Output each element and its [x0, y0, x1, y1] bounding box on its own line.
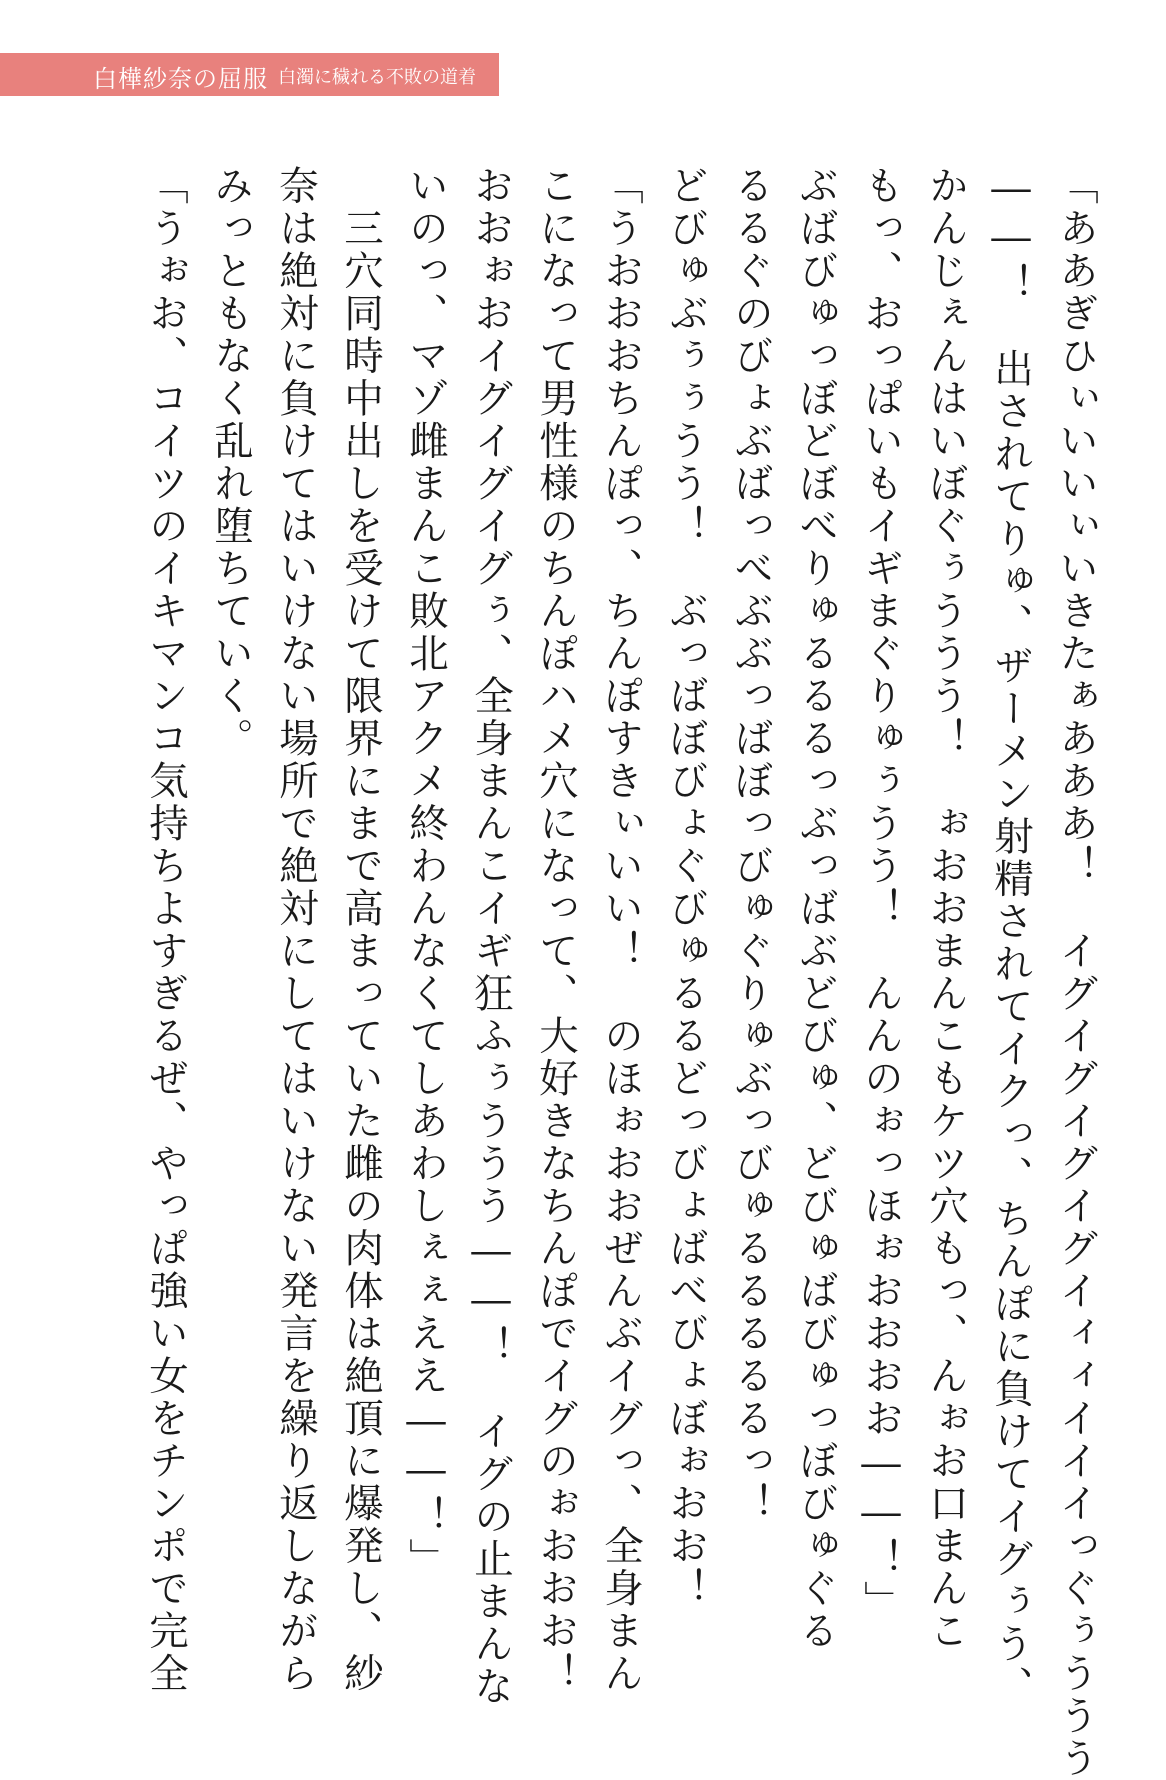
- vertical-text-body: [0, 165, 1166, 1780]
- text-line: かんじぇんはいぼぐぅううう！ ぉおおまんこもケツ穴もっ、んぉお口まんこ: [923, 165, 969, 1653]
- text-line: 「うおおおちんぽっ、ちんぽすきぃいい！ のほぉおおぜんぶイグっ、全身まん: [598, 165, 644, 1695]
- text-line: 「ああぎひぃいいぃいきたぁあああ！ イグイグイグイグイィィイイイっぐぅううう: [1053, 165, 1099, 1780]
- text-line: みっともなく乱れ堕ちていく。: [208, 165, 254, 760]
- running-header: [0, 53, 499, 96]
- text-line: ぶばびゅっぼどぼべりゅるるるっぶっばぶどびゅ、どびゅばびゅっぼびゅぐる: [793, 165, 839, 1653]
- chapter-title: 白濁に穢れる不敗の道着: [278, 67, 476, 88]
- text-line: どびゅぶぅぅうう！ ぶっばぼびょぐびゅるるどっびょばべびょぼぉおお！: [663, 165, 709, 1610]
- book-title: 白樺紗奈の屈服: [93, 65, 268, 93]
- text-line: おおぉおイグイグイグぅ、全身まんこイギ狂ふぅううう――！ イグの止まんな: [468, 165, 514, 1708]
- text-line: 奈は絶対に負けてはいけない場所で絶対にしてはいけない発言を繰り返しながら: [273, 165, 319, 1695]
- text-line: もっ、おっぱいもイギまぐりゅぅうう！ んんのぉっほぉおおおお――！」: [858, 165, 904, 1623]
- text-line: 「うぉお、コイツのイキマンコ気持ちよすぎるぜ、やっぱ強い女をチンポで完全: [143, 165, 189, 1695]
- text-line: こになって男性様のちんぽハメ穴になって、大好きなちんぽでイグのぉおおお！: [533, 165, 579, 1695]
- text-line: ――！ 出されてりゅ、ザーメン射精されてイクっ、ちんぽに負けてイグぅう、: [988, 165, 1034, 1708]
- text-line: 三穴同時中出しを受けて限界にまで高まっていた雌の肉体は絶頂に爆発し、紗: [338, 165, 384, 1695]
- text-line: いのっ、マゾ雌まんこ敗北アクメ終わんなくてしあわしぇぇええ――！」: [403, 165, 449, 1581]
- text-line: るるぐのびょぶばっべぶぶっばぼっびゅぐりゅぶっびゅるるるるるっ！: [728, 165, 774, 1525]
